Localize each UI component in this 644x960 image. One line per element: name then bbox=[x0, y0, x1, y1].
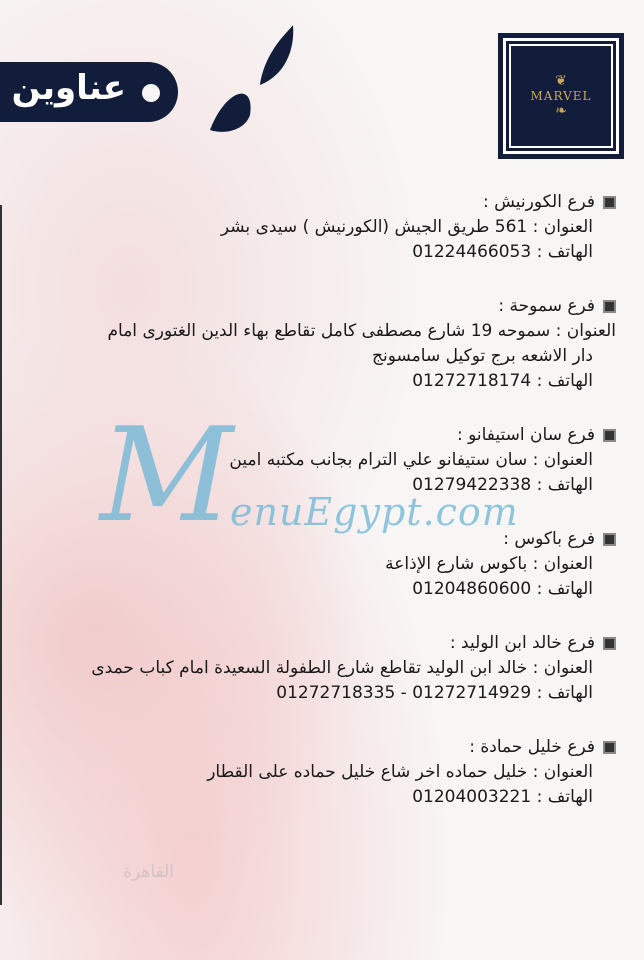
watermark-text: enuEgypt.com bbox=[230, 490, 519, 534]
branch-khalil-hamada bbox=[16, 735, 616, 810]
branch-smouha bbox=[16, 294, 616, 394]
branch-name: فرع الكورنيش : bbox=[482, 192, 595, 212]
branches-list bbox=[16, 190, 616, 839]
bullet-icon bbox=[603, 533, 616, 546]
bullet-icon bbox=[603, 637, 616, 650]
left-edge-line bbox=[0, 205, 2, 905]
marvel-logo: ❦ MARVEL ❧ bbox=[498, 33, 624, 159]
branch-address-2: دار الاشعه برج توكيل سامسونج bbox=[372, 346, 593, 366]
branch-address: العنوان : باكوس شارع الإذاعة bbox=[385, 554, 593, 574]
branch-address: العنوان : خالد ابن الوليد تقاطع شارع الطفولة السعيدة امام كباب حمدى bbox=[91, 658, 593, 678]
branch-address: العنوان : 561 طريق الجيش (الكورنيش ) سيدى بشر bbox=[220, 217, 593, 237]
branch-phone: الهاتف : 01204003221 bbox=[412, 787, 593, 807]
branch-address: العنوان : سان ستيفانو علي الترام بجانب مكتبه امين bbox=[229, 450, 593, 470]
branch-phone: الهاتف : 01279422338 bbox=[412, 475, 593, 495]
branch-phone: الهاتف : 01224466053 bbox=[412, 242, 593, 262]
bullet-icon bbox=[603, 741, 616, 754]
branch-address: العنوان : سموحه 19 شارع مصطفى كامل تقاطع بهاء الدين الغتورى امام bbox=[107, 321, 616, 341]
bullet-icon bbox=[603, 196, 616, 209]
branch-name: فرع سموحة : bbox=[498, 296, 595, 316]
branch-khaled-ibn-elwalid bbox=[16, 631, 616, 706]
faded-text: القاهرة bbox=[123, 862, 174, 882]
branch-name: فرع باكوس : bbox=[503, 529, 595, 549]
branch-name: فرع سان استيفانو : bbox=[456, 425, 595, 445]
branch-phone: الهاتف : 01272714929 - 01272718335 bbox=[276, 683, 593, 703]
branch-phone: الهاتف : 01272718174 bbox=[412, 371, 593, 391]
branch-name: فرع خليل حمادة : bbox=[469, 737, 595, 757]
page-title: عناوين bbox=[11, 68, 126, 108]
leaf-ornament-icon bbox=[205, 20, 295, 140]
branch-phone: الهاتف : 01204860600 bbox=[412, 579, 593, 599]
branch-name: فرع خالد ابن الوليد : bbox=[449, 633, 595, 653]
branch-bacos bbox=[16, 527, 616, 602]
title-banner bbox=[0, 62, 178, 122]
watermark-m: M bbox=[100, 399, 234, 551]
logo-text: MARVEL bbox=[530, 89, 592, 103]
bullet-icon bbox=[603, 429, 616, 442]
branch-address: العنوان : خليل حماده اخر شاع خليل حماده على القطار bbox=[207, 762, 593, 782]
branch-san-stefano bbox=[16, 423, 616, 498]
branch-corniche bbox=[16, 190, 616, 265]
bullet-icon bbox=[603, 300, 616, 313]
